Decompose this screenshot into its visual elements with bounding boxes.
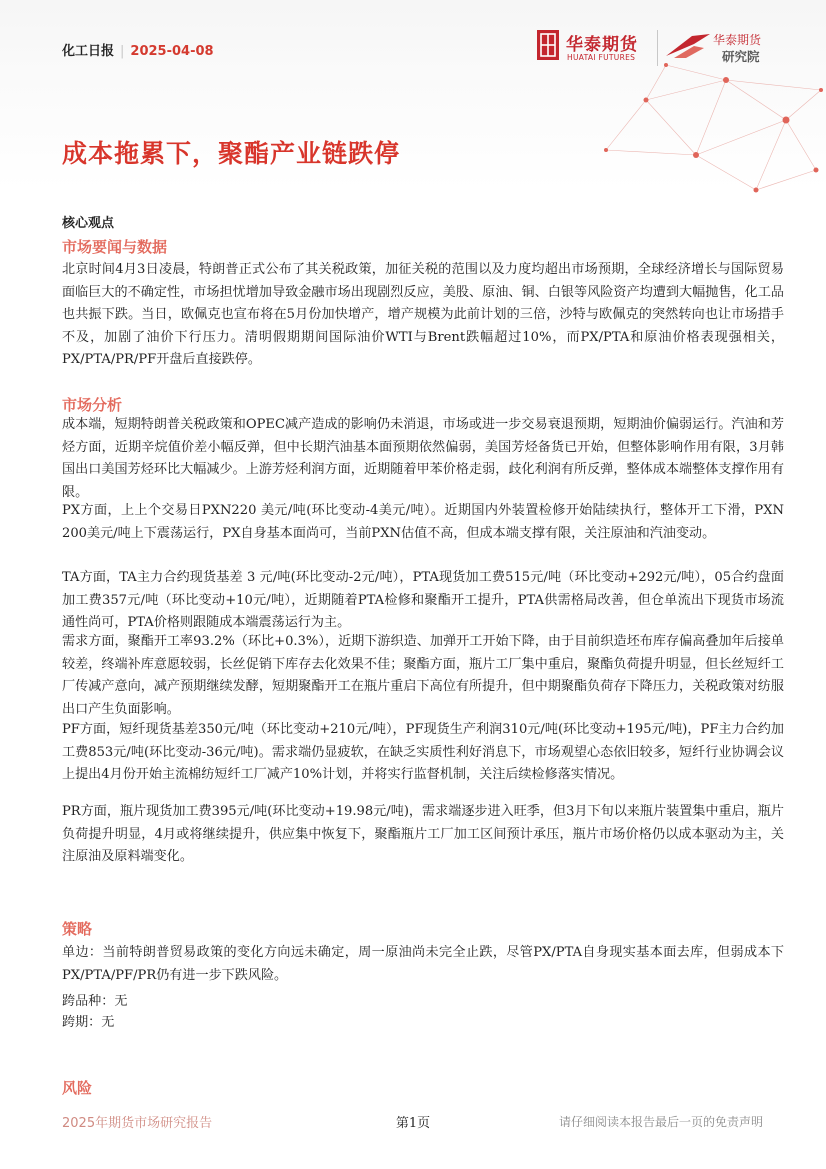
page-title: 成本拖累下，聚酯产业链跌停 xyxy=(62,139,401,168)
report-type: 化工日报 xyxy=(62,44,115,59)
strategy-cross-variety: 跨品种：无 xyxy=(62,994,128,1009)
strategy-heading: 策略 xyxy=(62,920,93,938)
news-text: 北京时间4月3日凌晨，特朗普正式公布了其关税政策，加征关税的范围以及力度均超出市场预期，全球经济增长与国际贸易面临巨大的不确定性，市场担忧增加导致金融市场出现剧烈反应，美股、原油、铜、白银等风险资产均遭到大幅抛售，化工品也共振下跌。当日，欧佩克也宣布将在5月份加快增产，增产规模为此前计划的三倍，沙特与欧佩克的突然转向也让市场措手不及，加剧了油价下行压力。清明假期期间国际油价WTI与Brent跌幅超过10%，而PX/PTA和原油价格表现强相关，PX/PTA/PR/PF开盘后直接跌停。 xyxy=(62,262,785,368)
risk-heading: 风险 xyxy=(62,1079,93,1097)
brand-name-cn: 华泰期货 xyxy=(566,35,638,55)
news-heading: 市场要闻与数据 xyxy=(62,238,168,256)
strategy-cross-period: 跨期：无 xyxy=(62,1015,115,1030)
huatai-logo-icon xyxy=(537,30,559,60)
analysis-demand: 需求方面，聚酯开工率93.2%（环比+0.3%），近期下游织造、加弹开工开始下降，由于目前织造坯布库存偏高叠加年后接单较差，终端补库意愿较弱，长丝促销下库存去化效果不佳；聚酯方面，瓶片工厂集中重启，聚酯负荷提升明显，但长丝短纤工厂传减产意向，减产预期继续发酵，短期聚酯开工在瓶片重启下高位有所提升，但中期聚酯负荷存下降压力，关税政策对纺服出口产生负面影响。 xyxy=(62,634,784,717)
analysis-ta: TA方面，TA主力合约现货基差 3 元/吨(环比变动-2元/吨），PTA现货加工费515元/吨（环比变动+292元/吨），05合约盘面加工费357元/吨（环比变动+10元/吨），近期随着PTA检修和聚酯开工提升，PTA供需格局改善，但仓单流出下现货市场流通性尚可，PTA价格则跟随成本端震荡运行为主。 xyxy=(62,570,784,631)
institute-logo-icon xyxy=(664,30,712,62)
header-separator: | xyxy=(120,44,125,59)
strategy-unilateral: 单边：当前特朗普贸易政策的变化方向远未确定，周一原油尚未完全止跌，尽管PX/PTA自身现实基本面去库，但弱成本下PX/PTA/PF/PR仍有进一步下跌风险。 xyxy=(62,945,784,983)
analysis-cost: 成本端，短期特朗普关税政策和OPEC减产造成的影响仍未消退，市场或进一步交易衰退预期，短期油价偏弱运行。汽油和芳烃方面，近期辛烷值价差小幅反弹，但中长期汽油基本面预期依然偏弱，美国芳烃备货已开始，但整体影响作用有限，3月韩国出口美国芳烃环比大幅减少。上游芳烃利润方面，近期随着甲苯价格走弱，歧化利润有所反弹，整体成本端整体支撑作用有限。 xyxy=(62,417,784,500)
network-decoration xyxy=(526,60,826,195)
analysis-px: PX方面，上上个交易日PXN220 美元/吨(环比变动-4美元/吨）。近期国内外装置检修开始陆续执行，整体开工下滑，PXN 200美元/吨上下震荡运行，PX自身基本面尚可，当前PXN估值不高，但成本端支撑有限，关注原油和汽油变动。 xyxy=(62,503,784,541)
analysis-pr: PR方面，瓶片现货加工费395元/吨(环比变动+19.98元/吨)，需求端逐步进入旺季，但3月下旬以来瓶片装置集中重启，瓶片负荷提升明显，4月或将继续提升，供应集中恢复下，聚酯瓶片工厂加工区间预计承压，瓶片市场价格仍以成本驱动为主，关注原油及原料端变化。 xyxy=(62,804,784,865)
brand-name-en: HUATAI FUTURES xyxy=(567,53,636,62)
page-number: 第1页 xyxy=(395,1116,431,1131)
report-header xyxy=(62,40,214,59)
footer-disclaimer: 请仔细阅读本报告最后一页的免责声明 xyxy=(558,1115,763,1129)
analysis-heading: 市场分析 xyxy=(62,396,123,414)
report-date: 2025-04-08 xyxy=(130,44,214,59)
core-heading: 核心观点 xyxy=(62,216,115,231)
logo-divider xyxy=(657,30,658,66)
analysis-pf: PF方面，短纤现货基差350元/吨（环比变动+210元/吨），PF现货生产利润310元/吨(环比变动+195元/吨)，PF主力合约加工费853元/吨(环比变动-36元/吨)。需求端仍显疲软，在缺乏实质性利好消息下，市场观望心态依旧较多，短纤行业协调会议上提出4月份开始主流棉纺短纤工厂减产10%计划，并将实行监督机制，关注后续检修落实情况。 xyxy=(62,722,785,783)
footer-report-name: 2025年期货市场研究报告 xyxy=(62,1116,213,1131)
institute-name-a: 华泰期货 xyxy=(713,33,762,47)
institute-name-b: 研究院 xyxy=(722,49,760,64)
